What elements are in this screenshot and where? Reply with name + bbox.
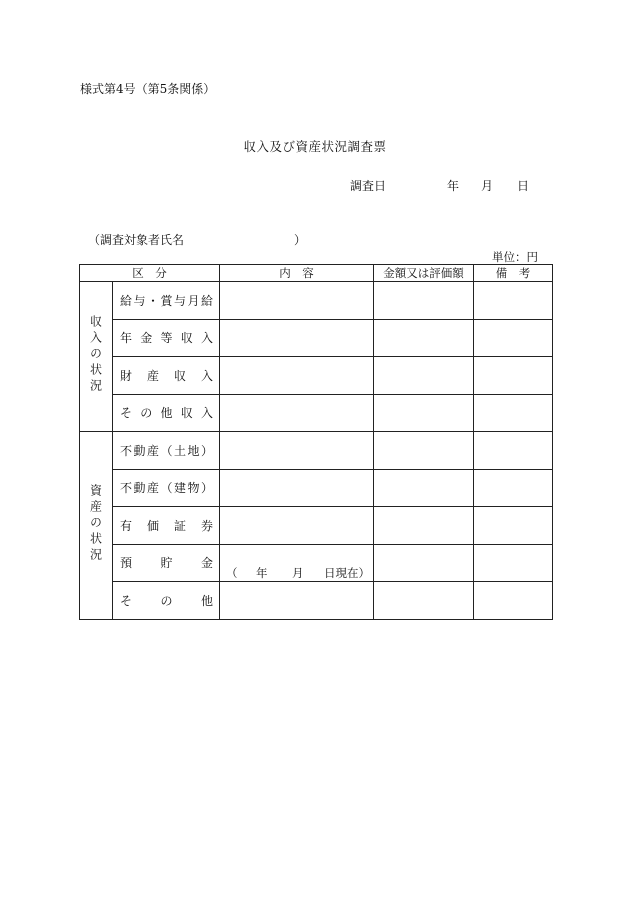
survey-date-day: 日	[517, 179, 530, 193]
amount-field[interactable]	[374, 544, 474, 582]
row-label-cell	[113, 507, 220, 545]
contents-field[interactable]	[220, 544, 374, 582]
subject-name-close: ）	[294, 233, 307, 247]
table-row	[80, 394, 553, 432]
contents-field[interactable]	[220, 582, 374, 620]
column-header-contents: 内 容	[220, 265, 374, 282]
table-row	[80, 357, 553, 395]
row-label-cell	[113, 469, 220, 507]
amount-field[interactable]	[374, 319, 474, 357]
table-row	[80, 319, 553, 357]
subject-name-label: （調査対象者氏名	[88, 233, 185, 247]
group-assets	[80, 432, 113, 620]
contents-field[interactable]	[220, 282, 374, 320]
remarks-field[interactable]	[474, 319, 553, 357]
row-label: 不動産（土地）	[120, 443, 213, 458]
survey-date-year: 年	[447, 179, 460, 193]
remarks-field[interactable]	[474, 582, 553, 620]
survey-date-line	[350, 177, 550, 193]
group-label-income: 収入の状況	[88, 315, 103, 395]
row-label: 給与・賞与月給	[120, 293, 213, 308]
group-label-assets: 資産の状況	[88, 483, 103, 564]
row-label: 有価証券	[120, 518, 213, 533]
row-label-cell	[113, 582, 220, 620]
row-label: その他収入	[120, 406, 213, 421]
table-row	[80, 282, 553, 320]
table-row	[80, 507, 553, 545]
table-header-row	[80, 265, 553, 282]
remarks-field[interactable]	[474, 357, 553, 395]
contents-field[interactable]	[220, 507, 374, 545]
remarks-field[interactable]	[474, 469, 553, 507]
row-label: その他	[120, 593, 213, 608]
row-label-cell	[113, 357, 220, 395]
column-header-category: 区 分	[80, 265, 220, 282]
contents-field[interactable]	[220, 357, 374, 395]
row-label-cell	[113, 282, 220, 320]
remarks-field[interactable]	[474, 432, 553, 470]
group-income	[80, 282, 113, 432]
form-label: 様式第4号（第5条関係）	[80, 82, 216, 96]
survey-date-month: 月	[481, 179, 494, 193]
subject-name-line	[88, 231, 308, 247]
remarks-field[interactable]	[474, 282, 553, 320]
column-header-remarks: 備 考	[474, 265, 553, 282]
as-of-open: （	[226, 566, 238, 580]
row-label: 預貯金	[120, 556, 213, 571]
as-of-month: 月	[292, 566, 304, 580]
remarks-field[interactable]	[474, 394, 553, 432]
remarks-field[interactable]	[474, 507, 553, 545]
table-row	[80, 432, 553, 470]
row-label: 年金等収入	[120, 331, 213, 346]
amount-field[interactable]	[374, 394, 474, 432]
contents-field[interactable]	[220, 394, 374, 432]
row-label: 財産収入	[120, 368, 213, 383]
row-label: 不動産（建物）	[120, 481, 213, 496]
contents-field[interactable]	[220, 469, 374, 507]
remarks-field[interactable]	[474, 544, 553, 582]
table-row	[80, 469, 553, 507]
survey-table	[79, 264, 553, 620]
contents-field[interactable]	[220, 319, 374, 357]
as-of-year: 年	[256, 566, 268, 580]
as-of-date	[226, 565, 371, 579]
table-row	[80, 544, 553, 582]
as-of-suffix: 日現在）	[324, 566, 370, 580]
row-label-cell	[113, 432, 220, 470]
unit-label: 単位：円	[492, 250, 538, 264]
amount-field[interactable]	[374, 282, 474, 320]
document-title: 収入及び資産状況調査票	[243, 139, 387, 154]
row-label-cell	[113, 394, 220, 432]
table-row	[80, 582, 553, 620]
survey-date-label: 調査日	[350, 179, 387, 193]
amount-field[interactable]	[374, 432, 474, 470]
row-label-cell	[113, 319, 220, 357]
contents-field[interactable]	[220, 432, 374, 470]
row-label-cell	[113, 544, 220, 582]
amount-field[interactable]	[374, 582, 474, 620]
amount-field[interactable]	[374, 469, 474, 507]
amount-field[interactable]	[374, 357, 474, 395]
amount-field[interactable]	[374, 507, 474, 545]
column-header-amount: 金額又は評価額	[374, 265, 474, 282]
